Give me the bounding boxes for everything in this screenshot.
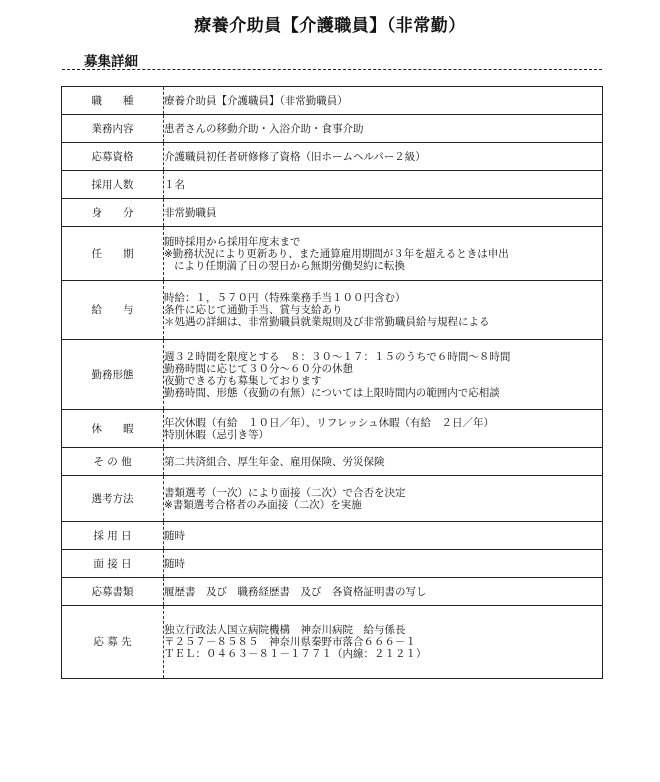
table-row: [62, 115, 603, 143]
row-label: 任 期: [62, 227, 164, 281]
value-line: 夜勤できる方も募集しております: [164, 374, 322, 387]
value-line: 第二共済組合、厚生年金、雇用保険、労災保険: [164, 455, 385, 468]
value-line: 特別休暇（忌引き等）: [164, 428, 269, 441]
value-line: 〒２５７－８５８５ 神奈川県秦野市落合６６６－１: [164, 636, 416, 648]
row-value: [164, 550, 603, 578]
value-line: 随時: [164, 529, 185, 542]
row-label: 業務内容: [62, 115, 164, 143]
row-label: 勤務形態: [62, 340, 164, 410]
value-line: 時給：１，５７０円（特殊業務手当１００円含む）: [164, 292, 406, 304]
row-value: [164, 171, 603, 199]
value-line: 患者さんの移動介助・入浴介助・食事介助: [164, 122, 364, 135]
row-label: 採用人数: [62, 171, 164, 199]
table-row: [62, 227, 603, 281]
table-row: [62, 476, 603, 522]
row-label: 応 募 先: [62, 606, 164, 679]
value-line: 独立行政法人国立病院機構 神奈川病院 給与係長: [164, 624, 406, 636]
row-label: 採 用 日: [62, 522, 164, 550]
value-line: １名: [164, 178, 185, 191]
row-value: [164, 522, 603, 550]
row-label: 身 分: [62, 199, 164, 227]
row-label: 応募資格: [62, 143, 164, 171]
value-line: 勤務時間、形態（夜勤の有無）については上限時間内の範囲内で応相談: [164, 386, 500, 399]
table-row: [62, 550, 603, 578]
table-row: [62, 199, 603, 227]
table-row: [62, 171, 603, 199]
row-value: [164, 448, 603, 476]
table-row: [62, 340, 603, 410]
row-value: [164, 340, 603, 410]
row-value: [164, 115, 603, 143]
value-line: 介護職員初任者研修修了資格（旧ホームヘルパー２級）: [164, 150, 426, 163]
section-title: 募集詳細: [84, 54, 138, 70]
value-line: により任期満了日の翌日から無期労働契約に転換: [174, 259, 405, 272]
value-line: 非常勤職員: [164, 206, 217, 219]
value-line: 随時: [164, 557, 185, 570]
table-row: [62, 578, 603, 606]
details-table: [61, 86, 603, 679]
value-line: ※勤務状況により更新あり、また通算雇用期間が３年を超えるときは申出: [164, 247, 509, 260]
value-line: ＊処遇の詳細は、非常勤職員就業規則及び非常勤職員給与規程による: [164, 316, 490, 328]
row-value: [164, 476, 603, 522]
table-row: [62, 522, 603, 550]
row-value: [164, 199, 603, 227]
value-line: ※書類選考合格者のみ面接（二次）を実施: [164, 498, 362, 511]
value-line: 週３２時間を限度とする ８：３０～１７：１５のうちで６時間～８時間: [164, 350, 511, 363]
row-label: 休 暇: [62, 410, 164, 448]
row-value: [164, 227, 603, 281]
row-value: [164, 87, 603, 115]
value-line: 書類選考（一次）により面接（二次）で合否を決定: [164, 486, 406, 499]
row-label: 選考方法: [62, 476, 164, 522]
section-heading: [62, 50, 602, 70]
value-line: 年次休暇（有給 １０日／年）、リフレッシュ休暇（有給 ２日／年）: [164, 416, 495, 429]
row-value: [164, 606, 603, 679]
row-value: [164, 410, 603, 448]
value-line: ＴＥＬ：０４６３－８１－１７７１（内線：２１２１）: [164, 648, 427, 660]
row-value: [164, 143, 603, 171]
row-value: [164, 578, 603, 606]
row-label: 給 与: [62, 281, 164, 340]
row-value: [164, 281, 603, 340]
value-line: 条件に応じて通勤手当、賞与支給あり: [164, 304, 343, 316]
value-line: 随時採用から採用年度末まで: [164, 235, 301, 248]
row-label: 応募書類: [62, 578, 164, 606]
row-label: 面 接 日: [62, 550, 164, 578]
table-row: [62, 87, 603, 115]
row-label: 職 種: [62, 87, 164, 115]
table-row: [62, 143, 603, 171]
page-title: 療養介助員【介護職員】（非常勤）: [194, 16, 466, 36]
value-line: 履歴書 及び 職務経歴書 及び 各資格証明書の写し: [164, 585, 427, 598]
row-label: そ の 他: [62, 448, 164, 476]
value-line: 療養介助員【介護職員】（非常勤職員）: [164, 94, 348, 107]
table-row: [62, 606, 603, 679]
table-row: [62, 448, 603, 476]
value-line: 勤務時間に応じて３０分～６０分の休憩: [164, 362, 353, 375]
table-row: [62, 410, 603, 448]
table-row: [62, 281, 603, 340]
